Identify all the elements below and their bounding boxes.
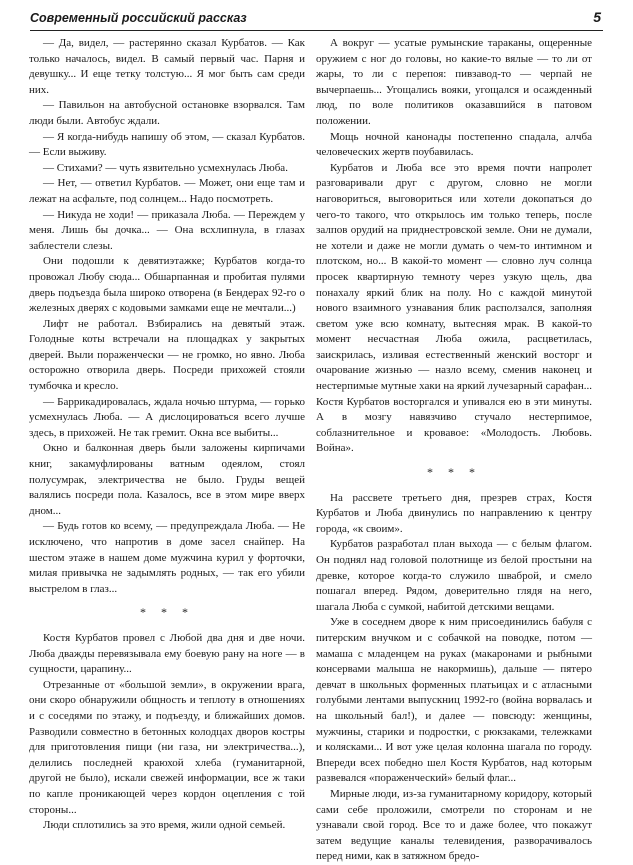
paragraph: На рассвете третьего дня, презрев страх, Костя Курбатов и Люба двинулись по направлению к центру города, «к своим». bbox=[316, 491, 592, 535]
paragraph: — Да, видел, — растерянно сказал Курбатов. — Как только началось, видел. В самый первый час. Парня и девушку... И еще тетку толстую... Я мог быть сам среди них. bbox=[29, 37, 305, 96]
paragraph: — Стихами? — чуть язвительно усмехнулась Люба. bbox=[43, 161, 288, 174]
section-separator: * * * bbox=[427, 465, 481, 480]
paragraph: Окно и балконная дверь были заложены кирпичами книг, закамуфлированы ватным одеялом, стоял полусумрак, электричества не было. Груды вещей валялись посреди пола. Казалось, все в этом мире вверх дном... bbox=[29, 442, 305, 517]
left-text-column bbox=[29, 36, 305, 834]
paragraph: Костя Курбатов провел с Любой два дня и две ночи. Люба дважды перевязывала ему боевую рану на ноге — в сущности, царапину... bbox=[29, 631, 305, 676]
page-number: 5 bbox=[593, 9, 601, 25]
paragraph: Мирные люди, из-за гуманитарному коридору, который сами себе проложили, смотрели по сторонам и не узнавали свой город. Все то и даже более, что покажут затем ведущие каналы телевидения, разворачивалось перед ними, как в затяжном бредо- bbox=[316, 787, 592, 863]
paragraph: — Нет, — ответил Курбатов. — Может, они еще там и лежат на асфальте, под солнцем... Надо посмотреть. bbox=[29, 177, 305, 205]
paragraph: Люди сплотились за это время, жили одной семьей. bbox=[43, 819, 286, 832]
paragraph: — Баррикадировалась, ждала ночью штурма, — горько усмехнулась Люба. — А дислоцироваться всего лучше здесь, в прихожей. Не так гремит. Окна все выбиты... bbox=[29, 395, 305, 439]
paragraph: Мощь ночной канонады постепенно спадала, алчба человеческих жертв поубавилась. bbox=[316, 130, 592, 159]
paragraph: — Будь готов ко всему, — предупреждала Люба. — Не исключено, что напротив в доме засел снайпер. На шестом этаже в нашем доме мужчина курил у форточки, милая привычка не задымлять родных, — так его убили выстрелом в глаз... bbox=[29, 520, 305, 595]
paragraph: Лифт не работал. Взбирались на девятый этаж. Голодные коты встречали на площадках у закрытых дверей. Выли пораженчески — не громко, но явно. Люба осторожно отворила дверь. Посреди прихожей стояли тумбочка и кресло. bbox=[29, 317, 305, 393]
paragraph: — Павильон на автобусной остановке взорвался. Там люди были. Автобус ждали. bbox=[29, 99, 305, 127]
running-title: Современный российский рассказ bbox=[30, 11, 247, 25]
running-header bbox=[30, 6, 603, 31]
paragraph: Уже в соседнем дворе к ним присоединились бабуля с питерским внучком и с собачкой на поводке, потом — мамаша с младенцем на руках (макаронами и рыбными консервами малыша не накормишь), дальше — пятеро девчат в школьных форменных платьицах и с атласными голубыми лентами выпускниц 1992-го (война ворвалась и на школьный бал!), и далее — повсюду: женщины, мужчины, старики и подростки, с рюкзаками, тележками и колясками... И вот уже целая колонна шагала по городу. Впереди всех победно шел Костя Курбатов, над которым развевался «пораженческий» белый флаг... bbox=[316, 616, 592, 785]
right-text-column bbox=[316, 36, 592, 865]
paragraph: — Никуда не ходи! — приказала Люба. — Переждем у меня. Лишь бы дочка... — Она всхлипнула, в глазах заблестели слезы. bbox=[29, 208, 305, 252]
section-separator: * * * bbox=[140, 605, 194, 620]
paragraph: — Я когда-нибудь напишу об этом, — сказал Курбатов. — Если выживу. bbox=[29, 130, 305, 159]
paragraph: Курбатов разработал план выхода — с белым флагом. Он поднял над головой полотнище из белой простыни на древке, которое когда-то служило шваброй, и смело пошагал вперед. Рядом, доверительно глядя на него, шагала Люба с сумкой, набитой детскими вещами. bbox=[316, 538, 592, 613]
paragraph: Они подошли к девятиэтажке; Курбатов когда-то провожал Любу сюда... Обшарпанная и пробитая пулями дверь подъезда была широко отворена (в Бендерах 92-го о железных дверях с кодовыми замками еще не мечтали...) bbox=[29, 255, 305, 315]
paragraph: Отрезанные от «большой земли», в окружении врага, они скоро обнаружили общность и теплоту в отношениях и с соседями по этажу, и подъезду, и ближайших домов. Разводили совместно в бетонных колодцах дворов костры для приготовления пищи (ни газа, ни электричества...), делились последней краюхой хлеба (гуманитарной, другой не было), искали свежей информации, все ж таки по капле проникающей через кордон оцепления с той стороны... bbox=[29, 678, 305, 816]
paragraph: Курбатов и Люба все это время почти напролет разговаривали друг с другом, словно не могли наговориться, выговориться или хотели докопаться до чего-то такого, что открылось им только теперь, после залпов орудий на приднестровской земле. Они не думали, не хотели и даже не могли думать о чем-то интимном и плотском, но... В какой-то момент — словно луч солнца просек квартирную темноту через узкую щель, два понахалу яркий блик на полу. Но с каждой минутой нового взаимного узнавания блик расползался, заполняя светом уже всю комнату, вытесняя мрак. В какой-то момент несчастная Люба ожила, расцветилась, заискрилась, изливая естественный женский восторг и очарование жизнью — назло всему, сменив наконец и нестерпимые мутные хаки на яркий лучезарный сарафан... Костя Курбатов восторгался и упивался ею в эти минуты. А в мозгу навязчиво стучало нестерпимое, соблазнительное и кровавое: «Молодость. Любовь. Война». bbox=[316, 161, 592, 455]
paragraph: А вокруг — усатые румынские тараканы, ощеренные оружием с ног до головы, но какие-то вялые — то ли от жары, то ли с перепоя: пивзавод-то — черпай не вычерпаешь... Угощались вояки, угощался и осажденный люд, по воле политиков оказавшийся в патовом положении. bbox=[316, 37, 592, 127]
